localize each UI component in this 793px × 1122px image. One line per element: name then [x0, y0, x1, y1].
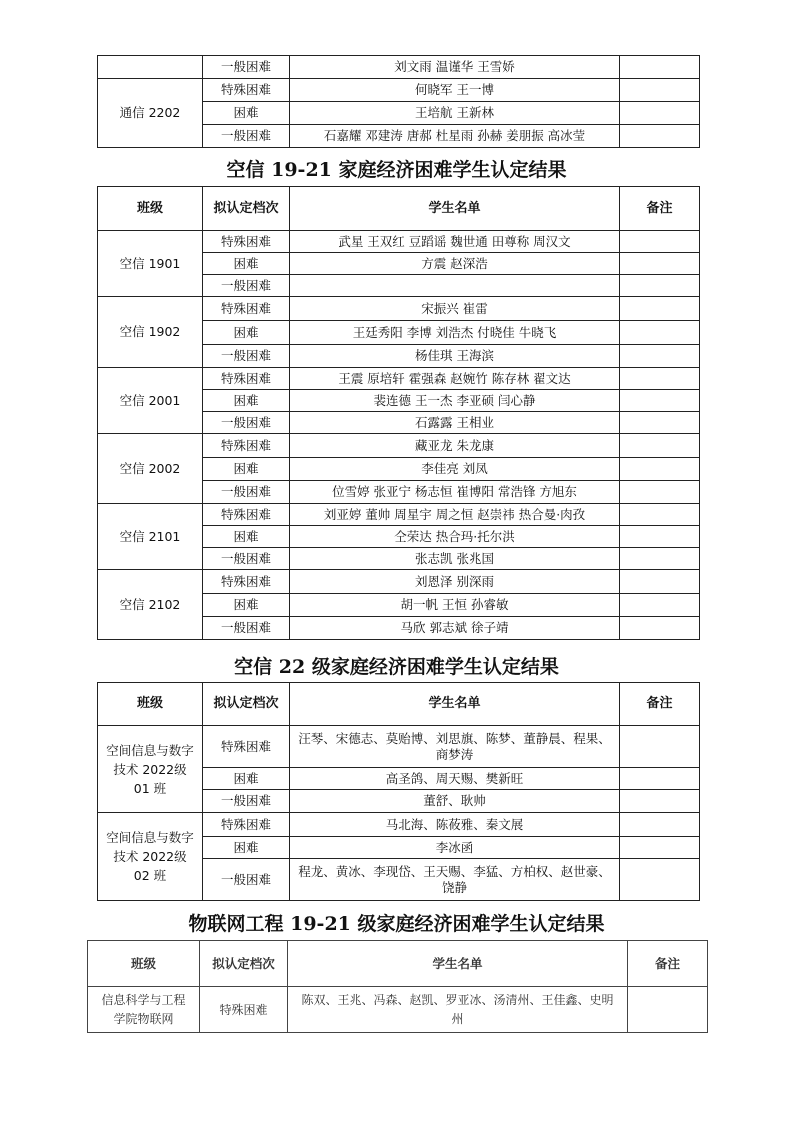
table-row — [98, 297, 700, 321]
level-cell: 一般困难 — [203, 859, 290, 901]
class-cell: 空间信息与数字技术 2022级 02 班 — [98, 813, 203, 901]
note-cell — [620, 570, 700, 594]
note-cell — [620, 526, 700, 548]
header-class: 班级 — [98, 683, 203, 726]
names-cell: 王培航 王新林 — [290, 102, 620, 125]
names-cell: 李冰函 — [290, 837, 620, 859]
header-level: 拟认定档次 — [203, 683, 290, 726]
names-cell: 仝荣达 热合玛·托尔洪 — [290, 526, 620, 548]
header-level: 拟认定档次 — [203, 187, 290, 231]
table-tongxin-continuation — [97, 55, 700, 148]
table-kongxin-22 — [97, 682, 700, 901]
header-names: 学生名单 — [288, 941, 628, 987]
note-cell — [620, 253, 700, 275]
table-row — [98, 56, 700, 79]
names-cell: 裴连德 王一杰 李亚硕 闫心静 — [290, 390, 620, 412]
names-cell: 马欣 郭志斌 徐子靖 — [290, 617, 620, 640]
level-cell: 特殊困难 — [203, 231, 290, 253]
level-cell: 一般困难 — [203, 345, 290, 368]
level-cell: 一般困难 — [203, 56, 290, 79]
names-cell: 杨佳琪 王海滨 — [290, 345, 620, 368]
level-cell: 特殊困难 — [203, 368, 290, 390]
note-cell — [620, 102, 700, 125]
class-cell: 空信 2101 — [98, 504, 203, 570]
table-iot-19-21 — [87, 940, 708, 1033]
names-cell: 陈双、王兆、冯森、赵凯、罗亚冰、汤清州、王佳鑫、史明州 — [288, 987, 628, 1033]
note-cell — [620, 859, 700, 901]
level-cell: 特殊困难 — [203, 434, 290, 458]
names-cell: 藏亚龙 朱龙康 — [290, 434, 620, 458]
class-cell — [98, 56, 203, 79]
note-cell — [620, 504, 700, 526]
names-cell: 宋振兴 崔雷 — [290, 297, 620, 321]
level-cell: 特殊困难 — [203, 813, 290, 837]
names-cell: 董舒、耿帅 — [290, 790, 620, 813]
note-cell — [620, 390, 700, 412]
names-cell: 位雪婷 张亚宁 杨志恒 崔博阳 常浩锋 方旭东 — [290, 481, 620, 504]
table-row — [98, 434, 700, 458]
class-cell: 空信 1901 — [98, 231, 203, 297]
table-header-row — [98, 187, 700, 231]
table-row — [98, 368, 700, 390]
note-cell — [620, 813, 700, 837]
note-cell — [620, 790, 700, 813]
names-cell: 李佳亮 刘凤 — [290, 458, 620, 481]
level-cell: 困难 — [203, 837, 290, 859]
note-cell — [620, 56, 700, 79]
table-row — [98, 79, 700, 102]
note-cell — [620, 231, 700, 253]
names-cell: 刘恩泽 别深雨 — [290, 570, 620, 594]
header-note: 备注 — [620, 683, 700, 726]
note-cell — [620, 297, 700, 321]
names-cell — [290, 275, 620, 297]
class-cell: 信息科学与工程学院物联网 — [88, 987, 200, 1033]
level-cell: 困难 — [203, 526, 290, 548]
names-cell: 王廷秀阳 李博 刘浩杰 付晓佳 牛晓飞 — [290, 321, 620, 345]
note-cell — [620, 79, 700, 102]
table-header-row — [88, 941, 708, 987]
names-cell: 方震 赵深浩 — [290, 253, 620, 275]
header-names: 学生名单 — [290, 187, 620, 231]
note-cell — [620, 837, 700, 859]
level-cell: 一般困难 — [203, 481, 290, 504]
table-row — [98, 570, 700, 594]
class-cell: 通信 2202 — [98, 79, 203, 148]
note-cell — [620, 368, 700, 390]
header-class: 班级 — [88, 941, 200, 987]
note-cell — [620, 434, 700, 458]
note-cell — [620, 412, 700, 434]
names-cell: 石露露 王相业 — [290, 412, 620, 434]
level-cell: 特殊困难 — [203, 297, 290, 321]
level-cell: 困难 — [203, 390, 290, 412]
level-cell: 一般困难 — [203, 548, 290, 570]
class-cell: 空信 2001 — [98, 368, 203, 434]
level-cell: 困难 — [203, 321, 290, 345]
level-cell: 特殊困难 — [203, 726, 290, 768]
level-cell: 特殊困难 — [203, 570, 290, 594]
table-row — [88, 987, 708, 1033]
section-title-kongxin-19-21: 空信 19-21 家庭经济困难学生认定结果 — [226, 159, 567, 181]
note-cell — [620, 617, 700, 640]
names-cell: 武星 王双红 豆蹈谣 魏世通 田尊称 周汉文 — [290, 231, 620, 253]
class-cell: 空信 2002 — [98, 434, 203, 504]
header-level: 拟认定档次 — [200, 941, 288, 987]
level-cell: 一般困难 — [203, 412, 290, 434]
level-cell: 特殊困难 — [203, 504, 290, 526]
table-row — [98, 504, 700, 526]
section-title-iot-19-21: 物联网工程 19-21 级家庭经济困难学生认定结果 — [188, 913, 605, 935]
level-cell: 一般困难 — [203, 790, 290, 813]
note-cell — [620, 548, 700, 570]
level-cell: 困难 — [203, 458, 290, 481]
names-cell: 汪琴、宋德志、莫贻博、刘思旗、陈梦、董静晨、程果、商梦涛 — [290, 726, 620, 768]
class-cell: 空间信息与数字技术 2022级 01 班 — [98, 726, 203, 813]
names-cell: 王震 原培轩 霍强森 赵婉竹 陈存林 翟文达 — [290, 368, 620, 390]
table-header-row — [98, 683, 700, 726]
level-cell: 一般困难 — [203, 617, 290, 640]
table-kongxin-19-21 — [97, 186, 700, 640]
section-title-kongxin-22: 空信 22 级家庭经济困难学生认定结果 — [234, 656, 559, 678]
note-cell — [620, 594, 700, 617]
level-cell: 困难 — [203, 594, 290, 617]
level-cell: 困难 — [203, 253, 290, 275]
note-cell — [620, 321, 700, 345]
names-cell: 刘文雨 温谨华 王雪娇 — [290, 56, 620, 79]
level-cell: 困难 — [203, 768, 290, 790]
table-row — [98, 813, 700, 837]
level-cell: 特殊困难 — [203, 79, 290, 102]
header-names: 学生名单 — [290, 683, 620, 726]
class-cell: 空信 2102 — [98, 570, 203, 640]
names-cell: 何晓军 王一博 — [290, 79, 620, 102]
level-cell: 特殊困难 — [200, 987, 288, 1033]
note-cell — [628, 987, 708, 1033]
table-row — [98, 726, 700, 768]
header-note: 备注 — [628, 941, 708, 987]
header-class: 班级 — [98, 187, 203, 231]
names-cell: 高圣鸽、周天赐、樊新旺 — [290, 768, 620, 790]
level-cell: 一般困难 — [203, 125, 290, 148]
table-row — [98, 231, 700, 253]
names-cell: 张志凯 张兆国 — [290, 548, 620, 570]
note-cell — [620, 768, 700, 790]
note-cell — [620, 275, 700, 297]
note-cell — [620, 345, 700, 368]
header-note: 备注 — [620, 187, 700, 231]
names-cell: 马北海、陈莜雅、秦文展 — [290, 813, 620, 837]
names-cell: 胡一帆 王恒 孙睿敏 — [290, 594, 620, 617]
class-cell: 空信 1902 — [98, 297, 203, 368]
names-cell: 刘亚婷 董帅 周星宇 周之恒 赵崇祎 热合曼·肉孜 — [290, 504, 620, 526]
note-cell — [620, 458, 700, 481]
names-cell: 程龙、黄冰、李现岱、王天赐、李猛、方柏权、赵世豪、饶静 — [290, 859, 620, 901]
note-cell — [620, 125, 700, 148]
names-cell: 石嘉耀 邓建涛 唐郝 杜星雨 孙赫 姜朋振 高冰莹 — [290, 125, 620, 148]
level-cell: 困难 — [203, 102, 290, 125]
level-cell: 一般困难 — [203, 275, 290, 297]
note-cell — [620, 481, 700, 504]
note-cell — [620, 726, 700, 768]
